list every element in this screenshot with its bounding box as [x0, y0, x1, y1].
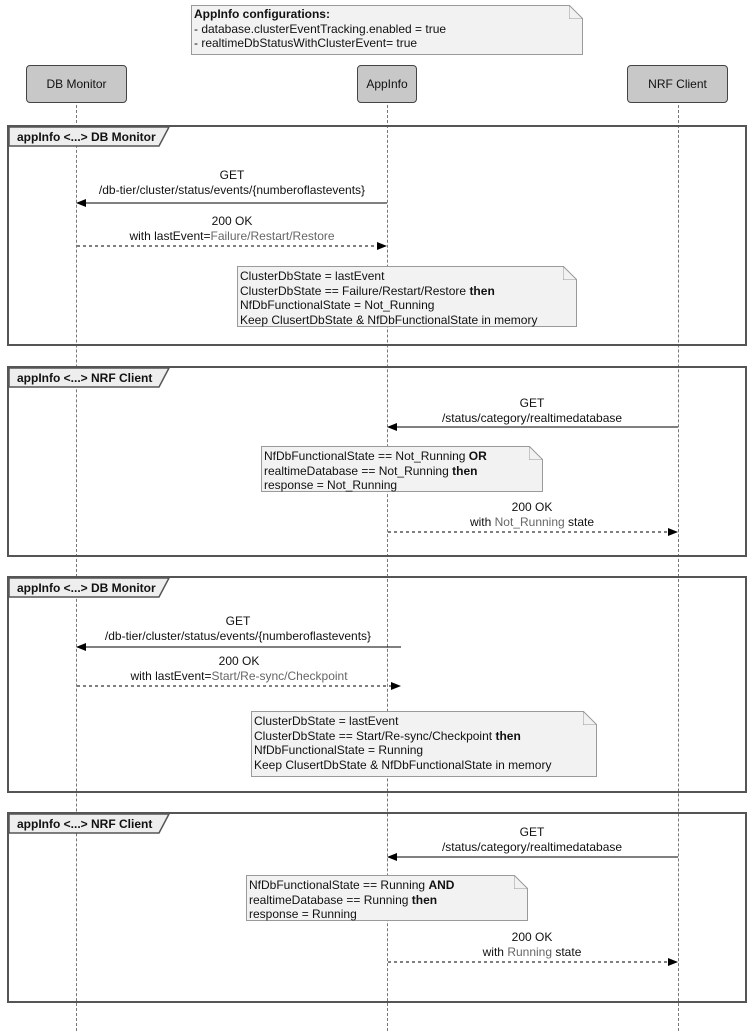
response-message — [89, 654, 389, 684]
request-message — [74, 168, 390, 198]
response-prefix: with — [482, 945, 508, 959]
request-message — [400, 825, 664, 855]
note-line: Keep ClusertDbState & NfDbFunctionalState in memory — [240, 312, 538, 327]
response-message — [82, 214, 382, 244]
note-fold-icon — [514, 875, 528, 889]
request-method: GET — [225, 614, 251, 628]
response-status: 200 OK — [511, 930, 553, 944]
note-line: ClusterDbState = lastEvent — [240, 269, 385, 283]
response-suffix: state — [564, 515, 595, 529]
logic-note — [261, 446, 543, 492]
note-line: NfDbFunctionalState = Not_Running — [240, 298, 435, 312]
request-path: /db-tier/cluster/status/events/{numberoflastevents} — [104, 629, 372, 643]
frame-label-text: appInfo <...> NRF Client — [17, 370, 153, 385]
note-line: Keep ClusertDbState & NfDbFunctionalState in memory — [254, 757, 552, 772]
request-message — [78, 614, 398, 644]
note-keyword: AND — [428, 878, 455, 892]
request-method: GET — [519, 825, 545, 839]
config-note-line: - database.clusterEventTracking.enabled = true — [194, 21, 447, 36]
response-status: 200 OK — [511, 500, 553, 514]
response-value: Failure/Restart/Restore — [210, 229, 335, 243]
response-value: Not_Running — [494, 515, 565, 529]
response-status: 200 OK — [211, 214, 253, 228]
note-line: NfDbFunctionalState == Running — [249, 878, 429, 892]
logic-note — [251, 711, 597, 777]
request-method: GET — [519, 396, 545, 410]
request-path: /status/category/realtimedatabase — [441, 840, 623, 854]
logic-note — [237, 266, 577, 327]
response-value: Running — [507, 945, 553, 959]
request-method: GET — [219, 168, 245, 182]
note-keyword: then — [411, 892, 438, 907]
note-line: realtimeDatabase == Not_Running — [264, 463, 453, 478]
frame-label-text: appInfo <...> DB Monitor — [17, 129, 156, 144]
note-line: NfDbFunctionalState == Not_Running — [264, 449, 469, 463]
note-fold-icon — [529, 446, 543, 460]
request-path: /status/category/realtimedatabase — [441, 411, 623, 425]
request-message — [400, 396, 664, 426]
response-message — [400, 930, 664, 960]
config-note-line: - realtimeDbStatusWithClusterEvent= true — [194, 36, 418, 50]
response-message — [400, 500, 664, 530]
response-prefix: with — [469, 515, 495, 529]
participant-label: NRF Client — [648, 77, 707, 91]
response-status: 200 OK — [218, 654, 260, 668]
note-line: response = Running — [249, 907, 357, 921]
note-line: ClusterDbState == Failure/Restart/Restore — [240, 283, 470, 298]
note-line: response = Not_Running — [264, 478, 398, 492]
note-fold-icon — [583, 711, 597, 725]
response-prefix: with lastEvent= — [129, 229, 211, 243]
request-path: /db-tier/cluster/status/events/{numberoflastevents} — [98, 183, 366, 197]
frame-label-text: appInfo <...> NRF Client — [17, 816, 153, 831]
note-keyword: then — [469, 283, 495, 298]
note-line: NfDbFunctionalState = Running — [254, 743, 424, 757]
note-line: ClusterDbState = lastEvent — [254, 714, 399, 728]
participant-label: AppInfo — [366, 77, 408, 91]
frame-label-text: appInfo <...> DB Monitor — [17, 580, 156, 595]
note-keyword: OR — [468, 449, 487, 463]
response-prefix: with lastEvent= — [130, 669, 212, 683]
response-suffix: state — [552, 945, 582, 959]
note-keyword: then — [452, 463, 478, 478]
participant-label: DB Monitor — [46, 77, 107, 91]
note-fold-icon — [563, 266, 577, 280]
response-value: Start/Re-sync/Checkpoint — [211, 669, 348, 683]
logic-note — [246, 875, 528, 921]
config-note-title: AppInfo configurations: — [194, 7, 330, 21]
note-line: ClusterDbState == Start/Re-sync/Checkpoint — [254, 728, 496, 743]
note-keyword: then — [495, 728, 521, 743]
note-line: realtimeDatabase == Running — [249, 892, 412, 907]
